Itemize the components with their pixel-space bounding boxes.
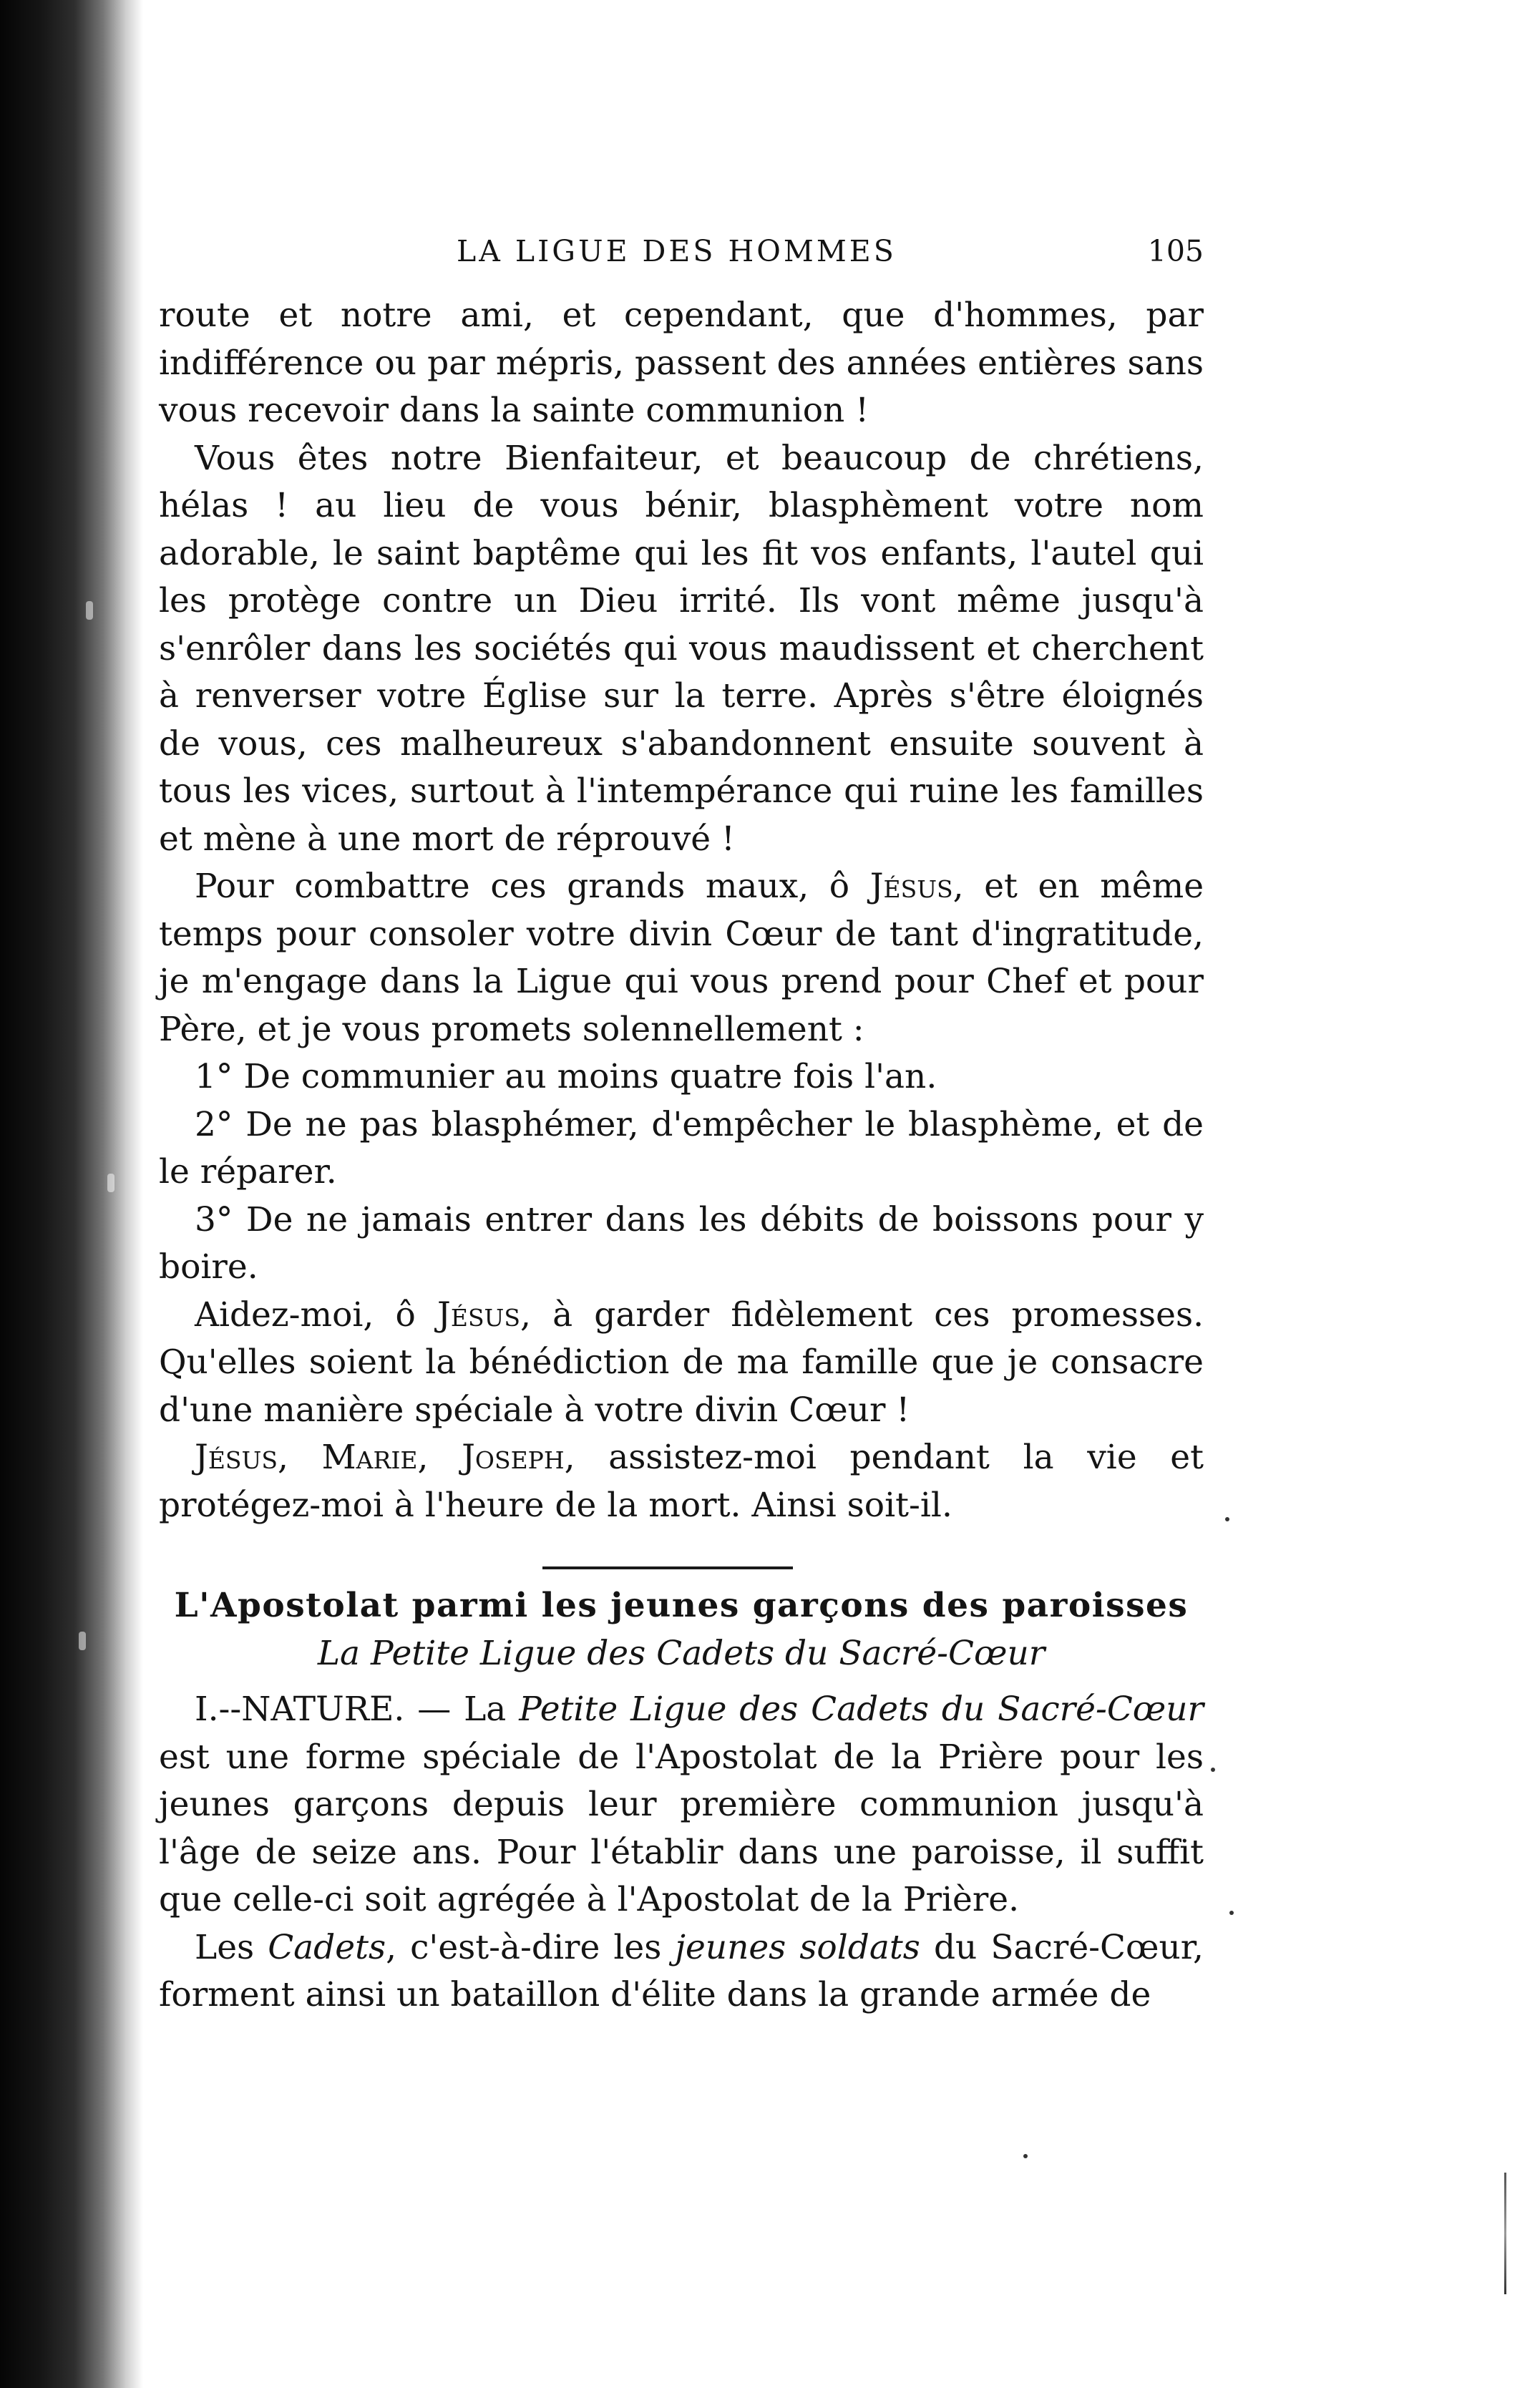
name-jesus: Jésus (195, 1438, 278, 1477)
promise-number: 2° (195, 1104, 233, 1144)
paper-speck (1225, 1517, 1229, 1521)
promise-item: 2° De ne pas blasphémer, d'empêcher le blasphème, et de le réparer. (159, 1104, 1204, 1191)
paragraph: Jésus, Marie, Joseph, assistez-moi pendant la vie et protégez-moi à l'heure de la mort. Ainsi soit-il. (159, 1438, 1204, 1525)
promise-item: 3° De ne jamais entrer dans les débits de boissons pour y boire. (159, 1199, 1204, 1287)
running-title: LA LIGUE DES HOMMES (457, 234, 897, 268)
page-header (159, 228, 1204, 275)
promise-number: 1° (195, 1057, 233, 1096)
page-number: 105 (1147, 234, 1204, 268)
binding-speck (107, 1174, 114, 1192)
paper-speck (1023, 2154, 1028, 2158)
paper-speck (1229, 1911, 1234, 1915)
promise-number: 3° (195, 1199, 233, 1239)
page-text (159, 228, 1204, 2019)
name-jesus: Jésus (869, 867, 953, 906)
name-marie: Marie (321, 1438, 418, 1477)
paper-speck (1211, 1768, 1215, 1772)
promise-item: 1° De communier au moins quatre fois l'an. (195, 1057, 937, 1096)
paragraph: Pour combattre ces grands maux, ô Jésus, et en même temps pour consoler votre divin Cœur de tant d'ingratitude, je m'engage dans la Ligue qui vous prend pour Chef et pour Père, et je vous promets solennellement : (159, 867, 1204, 1049)
paragraph: route et notre ami, et cependant, que d'hommes, par indifférence ou par mépris, passent des années entières sans vous recevoir dans la sainte communion ! (159, 296, 1204, 430)
section-divider (542, 1566, 793, 1569)
paragraph: Les Cadets, c'est-à-dire les jeunes soldats du Sacré-Cœur, forment ainsi un bataillon d'élite dans la grande armée de (159, 1927, 1204, 2014)
margin-scan-mark (1504, 2173, 1506, 2294)
section-label: I.--NATURE. — (195, 1690, 464, 1729)
book-binding-shadow (0, 0, 143, 2388)
section-title: L'Apostolat parmi les jeunes garçons des paroisses (174, 1586, 1189, 1625)
paragraph: Vous êtes notre Bienfaiteur, et beaucoup de chrétiens, hélas ! au lieu de vous bénir, blasphèment votre nom adorable, le saint baptême qui les fit vos enfants, l'autel qui les protège contre un Dieu irrité. Ils vont même jusqu'à s'enrôler dans les sociétés qui vous maudissent et cherchent à renverser votre Église sur la terre. Après s'être éloignés de vous, ces malheureux s'abandonnent ensuite souvent à tous les vices, surtout à l'intempérance qui ruine les familles et mène à une mort de réprouvé ! (159, 438, 1204, 859)
paragraph: I.--NATURE. — La Petite Ligue des Cadets du Sacré-Cœur est une forme spéciale de l'Apostolat de la Prière pour les jeunes garçons depuis leur première communion jusqu'à l'âge de seize ans. Pour l'établir dans une paroisse, il suffit que celle-ci soit agrégée à l'Apostolat de la Prière. (159, 1690, 1204, 1919)
section-subtitle: La Petite Ligue des Cadets du Sacré-Cœur (317, 1633, 1046, 1673)
paragraph: Aidez-moi, ô Jésus, à garder fidèlement ces promesses. Qu'elles soient la bénédiction de ma famille que je consacre d'une manière spéciale à votre divin Cœur ! (159, 1295, 1204, 1430)
name-joseph: Joseph (462, 1438, 565, 1477)
binding-speck (86, 601, 93, 620)
name-jesus: Jésus (437, 1295, 520, 1335)
binding-speck (79, 1632, 86, 1650)
